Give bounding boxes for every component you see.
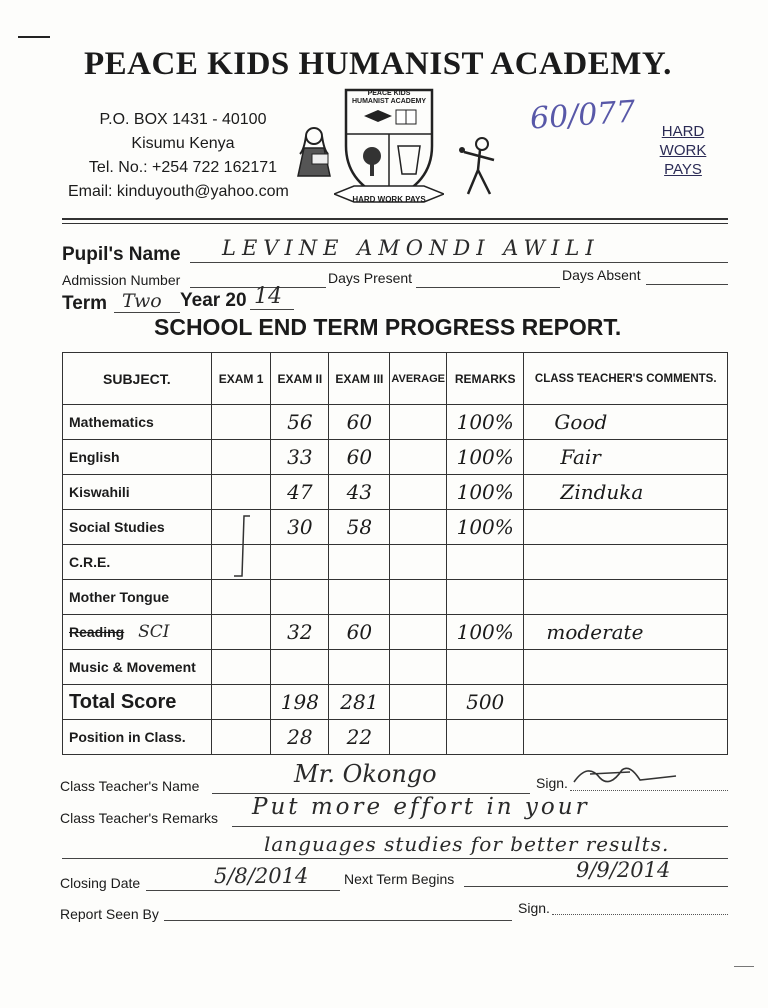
crest-text: PEACE KIDS HUMANIST ACADEMY [351,90,427,105]
exam3-cell: 60 [329,615,390,650]
school-name: PEACE KIDS HUMANIST ACADEMY. [84,46,672,82]
teacher-remarks-label: Class Teacher's Remarks [60,810,219,826]
exam3-cell [329,545,390,580]
total-average [390,685,447,720]
exam3-cell: 58 [329,510,390,545]
average-cell [390,615,447,650]
teacher-name-value: Mr. Okongo [294,760,437,788]
subject-cell: C.R.E. [63,545,212,580]
remarks-cell: 100% [446,475,523,510]
motto-line-3: PAYS [664,161,702,178]
term-label: Term [62,293,108,314]
closing-date-label: Closing Date [60,875,141,891]
exam3-cell: 60 [329,405,390,440]
term-line [114,312,180,313]
position-label: Position in Class. [63,720,212,755]
scan-mark [18,36,50,38]
header-average: AVERAGE [390,353,447,405]
admission-label: Admission Number [62,272,181,288]
subject-cell [63,615,212,650]
remarks-cell: 100% [446,440,523,475]
header-remarks: REMARKS [446,353,523,405]
bottom-scan-mark [734,966,754,967]
girl-figure-icon [292,124,336,184]
teacher-sign-line [570,790,728,791]
telephone: Tel. No.: +254 722 162171 [88,159,278,176]
header-exam3: EXAM III [329,353,390,405]
average-cell [390,510,447,545]
next-term-value: 9/9/2014 [576,858,671,882]
year-value: 14 [254,284,282,309]
header-divider-2 [62,223,728,224]
exam2-cell: 30 [271,510,329,545]
position-exam1 [211,720,271,755]
position-exam3: 22 [329,720,390,755]
days-absent-line [646,284,728,285]
teacher-signature [570,760,680,790]
pupil-name-line [190,262,728,263]
parent-sign-line [552,914,728,915]
location: Kisumu Kenya [131,135,235,152]
days-present-label: Days Present [328,270,413,286]
table-header-row [63,353,728,405]
year-label: Year 20 [180,290,247,311]
pupil-name-value: LEVINE AMONDI AWILI [222,236,600,260]
exam3-cell [329,580,390,615]
exam1-cell [211,580,271,615]
exam3-cell [329,650,390,685]
remarks-cell: 100% [446,405,523,440]
exam2-cell [271,650,329,685]
average-cell [390,440,447,475]
exam2-cell: 33 [271,440,329,475]
subject-note: SCI [138,622,170,642]
report-title: SCHOOL END TERM PROGRESS REPORT. [154,314,622,340]
closing-date-value: 5/8/2014 [214,864,309,888]
teacher-remarks-value-1: Put more effort in your [252,794,590,820]
boy-figure-icon [456,134,500,198]
report-seen-by-line [164,920,512,921]
total-score-row [63,685,728,720]
exam1-cell [211,475,271,510]
exam2-cell: 32 [271,615,329,650]
total-remarks: 500 [446,685,523,720]
exam3-cell: 43 [329,475,390,510]
days-present-line [416,287,560,288]
po-box: P.O. BOX 1431 - 40100 [99,111,267,128]
progress-table [62,352,728,755]
closing-date-line [146,890,340,891]
teacher-remarks-value-2: languages studies for better results. [264,832,670,856]
total-exam2: 198 [271,685,329,720]
table-row [63,475,728,510]
subject-cell: Social Studies [63,510,212,545]
table-row [63,545,728,580]
total-score-label: Total Score [63,685,212,720]
motto-line-1: HARD [661,123,705,140]
subject-cell: Mathematics [63,405,212,440]
teacher-name-label: Class Teacher's Name [60,778,200,794]
subject-cell: English [63,440,212,475]
exam3-cell: 60 [329,440,390,475]
comment-cell [524,545,728,580]
motto-line-2: WORK [659,142,707,159]
remarks-cell: 100% [446,615,523,650]
total-exam3: 281 [329,685,390,720]
next-term-line [464,886,728,887]
exam2-cell: 47 [271,475,329,510]
comment-cell [524,580,728,615]
exam1-cell [211,405,271,440]
report-seen-by-label: Report Seen By [60,906,159,922]
header-divider-1 [62,218,728,220]
remarks-cell: 100% [446,510,523,545]
table-row [63,615,728,650]
exam2-cell [271,580,329,615]
teacher-sign-label: Sign. [536,775,568,791]
table-row [63,440,728,475]
comment-cell: Fair [524,440,728,475]
remarks-cell [446,580,523,615]
pupil-name-label: Pupil's Name [62,244,181,265]
comment-cell: Zinduka [524,475,728,510]
days-absent-label: Days Absent [562,267,641,283]
comment-cell [524,510,728,545]
teacher-remarks-line-1 [232,826,728,827]
position-exam2: 28 [271,720,329,755]
position-remarks [446,720,523,755]
average-cell [390,580,447,615]
header-comments: CLASS TEACHER'S COMMENTS. [524,353,728,405]
exam1-cell [211,650,271,685]
remarks-cell [446,650,523,685]
average-cell [390,650,447,685]
motto [652,122,714,179]
bracket-mark [228,512,258,582]
term-value: Two [122,290,162,312]
average-cell [390,545,447,580]
exam2-cell [271,545,329,580]
position-row [63,720,728,755]
table-row [63,510,728,545]
header-exam2: EXAM II [271,353,329,405]
subject-cell: Music & Movement [63,650,212,685]
total-comment [524,685,728,720]
comment-cell: moderate [524,615,728,650]
exam2-cell: 56 [271,405,329,440]
exam1-cell [211,615,271,650]
table-row [63,405,728,440]
subject-struck-text: Reading [69,624,125,640]
next-term-label: Next Term Begins [344,871,455,887]
position-average [390,720,447,755]
crest-motto: HARD WORK PAYS [352,195,426,204]
parent-sign-label: Sign. [518,900,550,916]
total-exam1 [211,685,271,720]
header-subject: SUBJECT. [63,353,212,405]
subject-cell: Mother Tongue [63,580,212,615]
average-cell [390,405,447,440]
table-row [63,580,728,615]
subject-cell: Kiswahili [63,475,212,510]
reference-number: 60/077 [528,94,637,137]
school-address [68,108,298,204]
email: Email: kinduyouth@yahoo.com [68,183,289,200]
comment-cell: Good [524,405,728,440]
average-cell [390,475,447,510]
comment-cell [524,650,728,685]
table-row [63,650,728,685]
exam1-cell [211,440,271,475]
remarks-cell [446,545,523,580]
header-exam1: EXAM 1 [211,353,271,405]
position-comment [524,720,728,755]
year-line [250,309,294,310]
